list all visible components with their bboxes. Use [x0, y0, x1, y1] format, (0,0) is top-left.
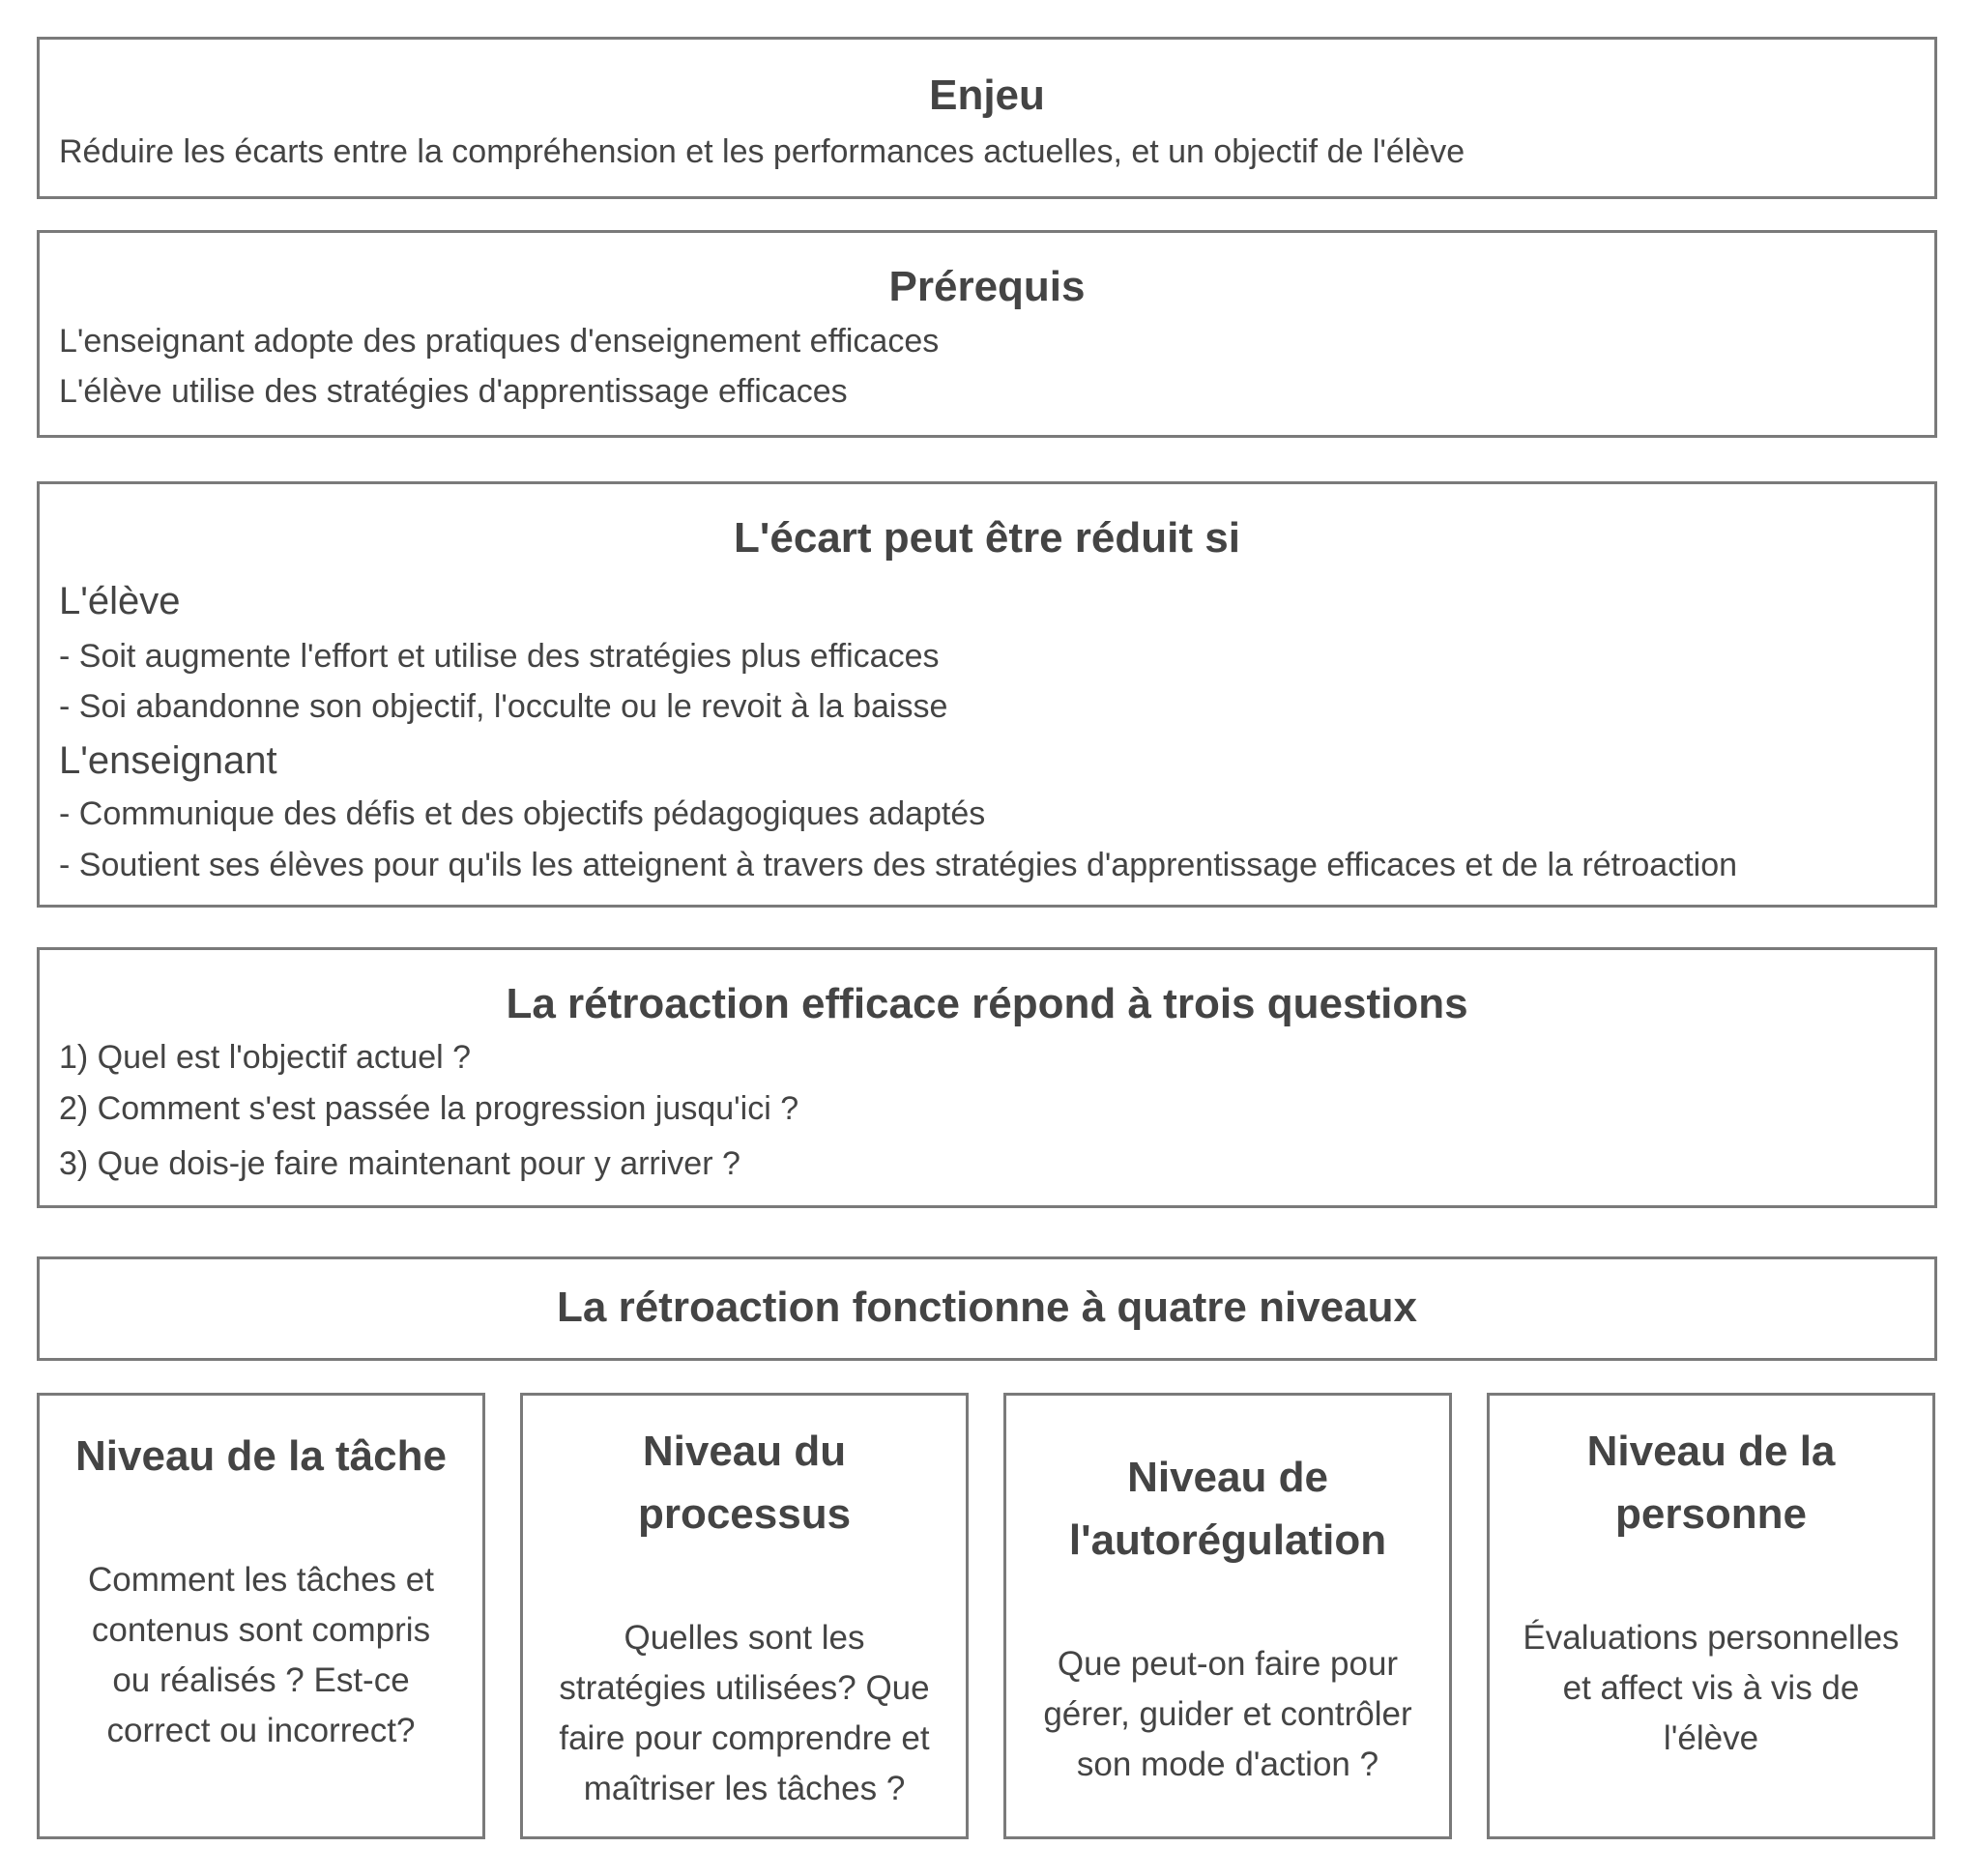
prerequis-line-2: L'élève utilise des stratégies d'apprentissage efficaces — [59, 373, 848, 410]
ecart-enseignant-label: L'enseignant — [59, 739, 277, 782]
level-process-title — [533, 1420, 956, 1545]
level-card-process — [520, 1393, 969, 1839]
level-self-regulation-title-line-2: l'autorégulation — [1068, 1516, 1387, 1564]
ecart-eleve-item-1: - Soit augmente l'effort et utilise des stratégies plus efficaces — [59, 638, 940, 675]
level-self-regulation-title — [1016, 1446, 1439, 1572]
ecart-box — [37, 481, 1937, 908]
level-self-regulation-body-line-2: gérer, guider et contrôler — [1043, 1695, 1412, 1733]
questions-title: La rétroaction efficace répond à trois questions — [506, 980, 1468, 1027]
niveaux-header-box — [37, 1256, 1937, 1361]
ecart-eleve-label: L'élève — [59, 580, 181, 622]
level-self-regulation-body-line-1: Que peut-on faire pour — [1057, 1645, 1399, 1683]
level-person-body-line-1: Évaluations personnelles — [1523, 1619, 1900, 1657]
level-process-body-line-2: stratégies utilisées? Que — [559, 1669, 930, 1707]
level-person-title-line-1: Niveau de la — [1586, 1428, 1836, 1475]
ecart-eleve-item-2: - Soi abandonne son objectif, l'occulte ou le revoit à la baisse — [59, 688, 948, 725]
ecart-enseignant-item-1: - Communique des défis et des objectifs pédagogiques adaptés — [59, 795, 986, 832]
level-card-self-regulation — [1003, 1393, 1452, 1839]
level-self-regulation-body — [1020, 1639, 1436, 1790]
level-task-body-line-4: correct ou incorrect? — [106, 1712, 416, 1749]
level-task-body-line-2: contenus sont compris — [91, 1611, 431, 1649]
ecart-title: L'écart peut être réduit si — [734, 514, 1240, 562]
level-process-title-line-2: processus — [637, 1490, 852, 1538]
prerequis-title: Prérequis — [888, 263, 1086, 310]
level-self-regulation-title-line-1: Niveau de — [1127, 1454, 1328, 1501]
level-process-title-line-1: Niveau du — [642, 1428, 847, 1475]
level-person-body — [1503, 1613, 1919, 1764]
level-card-task — [37, 1393, 485, 1839]
level-task-title-line-1: Niveau de la tâche — [75, 1432, 447, 1480]
enjeu-text: Réduire les écarts entre la compréhension et les performances actuelles, et un objectif de l'élève — [59, 133, 1465, 170]
level-person-title — [1499, 1420, 1923, 1545]
level-self-regulation-body-line-3: son mode d'action ? — [1076, 1746, 1379, 1783]
prerequis-line-1: L'enseignant adopte des pratiques d'enseignement efficaces — [59, 323, 940, 360]
level-task-title — [49, 1425, 473, 1487]
niveaux-title: La rétroaction fonctionne à quatre niveaux — [557, 1284, 1417, 1331]
enjeu-title: Enjeu — [929, 72, 1045, 119]
question-1: 1) Quel est l'objectif actuel ? — [59, 1039, 472, 1076]
level-task-body — [53, 1555, 469, 1756]
level-process-body-line-3: faire pour comprendre et — [559, 1719, 930, 1757]
prerequis-box — [37, 230, 1937, 438]
questions-box — [37, 947, 1937, 1208]
enjeu-box — [37, 37, 1937, 199]
level-process-body-line-1: Quelles sont les — [624, 1619, 865, 1657]
level-card-person — [1487, 1393, 1935, 1839]
question-3: 3) Que dois-je faire maintenant pour y arriver ? — [59, 1145, 740, 1182]
level-process-body-line-4: maîtriser les tâches ? — [583, 1770, 906, 1807]
level-task-body-line-3: ou réalisés ? Est-ce — [112, 1661, 410, 1699]
question-2: 2) Comment s'est passée la progression jusqu'ici ? — [59, 1090, 799, 1127]
level-process-body — [537, 1613, 952, 1814]
ecart-enseignant-item-2: - Soutient ses élèves pour qu'ils les atteignent à travers des stratégies d'apprentissage efficaces et de la rétroaction — [59, 847, 1738, 883]
level-person-title-line-2: personne — [1614, 1490, 1808, 1538]
level-person-body-line-3: l'élève — [1663, 1719, 1759, 1757]
level-person-body-line-2: et affect vis à vis de — [1562, 1669, 1860, 1707]
level-task-body-line-1: Comment les tâches et — [88, 1561, 434, 1599]
